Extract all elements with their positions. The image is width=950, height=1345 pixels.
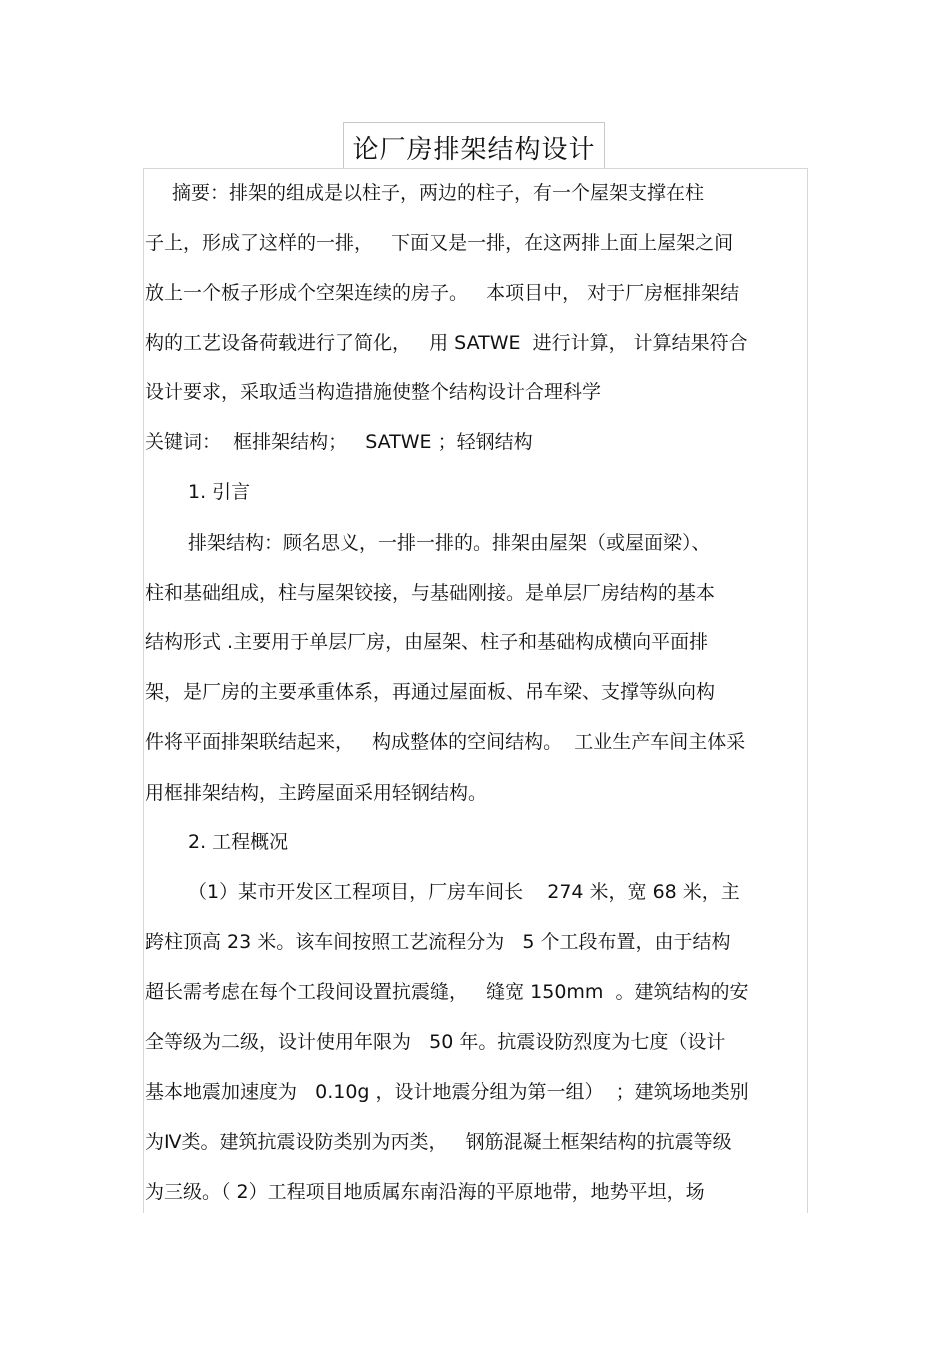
paragraph-line: 用框排架结构，主跨屋面采用轻钢结构。 — [145, 782, 488, 804]
paragraph-line: 全等级为二级，设计使用年限为 50 年。抗震设防烈度为七度（设计 — [145, 1031, 726, 1053]
paragraph-line: 基本地震加速度为 0.10g ，设计地震分组为第一组） ；建筑场地类别 — [145, 1081, 749, 1103]
paragraph-line: 排架结构：顾名思义，一排一排的。排架由屋架（或屋面梁）、 — [188, 532, 711, 554]
paragraph-line: （1）某市开发区工程项目，厂房车间长 274 米，宽 68 米，主 — [188, 881, 740, 903]
paragraph-line: 结构形式 .主要用于单层厂房，由屋架、柱子和基础构成横向平面排 — [145, 631, 709, 653]
paragraph-line: 柱和基础组成，柱与屋架铰接，与基础刚接。是单层厂房结构的基本 — [145, 582, 716, 604]
abstract-line-4: 构的工艺设备荷载进行了简化， 用 SATWE 进行计算， 计算结果符合 — [145, 332, 748, 354]
abstract-line-1: 摘要：排架的组成是以柱子，两边的柱子，有一个屋架支撑在柱 — [172, 182, 705, 204]
abstract-line-3: 放上一个板子形成个空架连续的房子。 本项目中， 对于厂房框排架结 — [145, 282, 740, 304]
paragraph-line: 为三级。（ 2）工程项目地质属东南沿海的平原地带，地势平坦，场 — [145, 1181, 705, 1203]
paragraph-line: 件将平面排架联结起来， 构成整体的空间结构。 工业生产车间主体采 — [145, 731, 746, 753]
abstract-line-5: 设计要求，采取适当构造措施使整个结构设计合理科学 — [145, 381, 602, 403]
abstract-line-2: 子上，形成了这样的一排， 下面又是一排，在这两排上面上屋架之间 — [145, 232, 734, 254]
paragraph-line: 跨柱顶高 23 米。该车间按照工艺流程分为 5 个工段布置，由于结构 — [145, 931, 731, 953]
keywords-line: 关键词： 框排架结构； SATWE ；轻钢结构 — [145, 431, 533, 453]
section-heading-2: 2. 工程概况 — [188, 831, 289, 853]
paragraph-line: 架，是厂房的主要承重体系，再通过屋面板、吊车梁、支撑等纵向构 — [145, 681, 716, 703]
paragraph-line: 为Ⅳ类。建筑抗震设防类别为丙类， 钢筋混凝土框架结构的抗震等级 — [145, 1131, 732, 1153]
paragraph-line: 超长需考虑在每个工段间设置抗震缝， 缝宽 150mm 。建筑结构的安 — [145, 981, 749, 1003]
title-box — [343, 122, 605, 168]
document-title: 论厂房排架结构设计 — [352, 135, 596, 165]
section-heading-1: 1. 引言 — [188, 481, 251, 503]
